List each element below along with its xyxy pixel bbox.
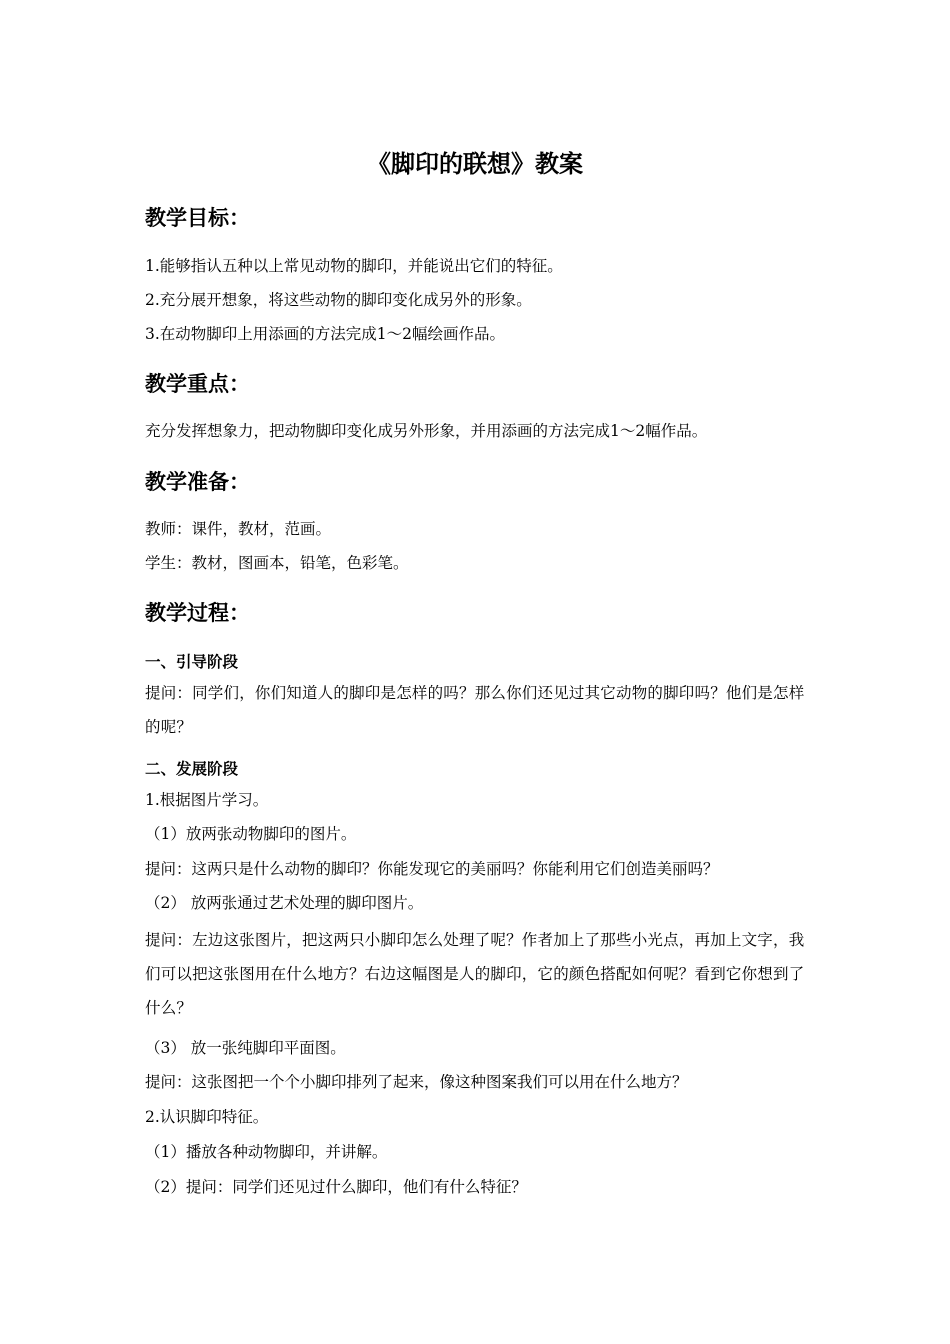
stage2-line-9: （2）提问：同学们还见过什么脚印，他们有什么特征？	[145, 1178, 527, 1196]
stage2-paragraph: 提问：左边这张图片，把这两只小脚印怎么处理了呢？作者加上了那些小光点，再加上文字，我们可以把这张图用在什么地方？右边这幅图是人的脚印，它的颜色搭配如何呢？看到它你想到了什么？	[145, 931, 805, 1017]
stage2-line-5: （3） 放一张纯脚印平面图。	[145, 1039, 346, 1057]
stage1-heading: 一、引导阶段	[145, 653, 239, 671]
goal-item-3: 3.在动物脚印上用添画的方法完成1～2幅绘画作品。	[145, 325, 506, 343]
focus-heading: 教学重点：	[145, 372, 250, 396]
process-heading: 教学过程：	[145, 601, 250, 625]
goal-item-1: 1.能够指认五种以上常见动物的脚印，并能说出它们的特征。	[145, 257, 563, 275]
stage2-line-8: （1）播放各种动物脚印，并讲解。	[145, 1143, 388, 1161]
focus-text: 充分发挥想象力，把动物脚印变化成另外形象，并用添画的方法完成1～2幅作品。	[145, 422, 708, 440]
stage2-line-3: 提问：这两只是什么动物的脚印？你能发现它的美丽吗？你能利用它们创造美丽吗？	[145, 860, 719, 878]
goals-heading: 教学目标：	[145, 206, 250, 230]
stage2-line-7: 2.认识脚印特征。	[145, 1108, 269, 1126]
prep-student: 学生：教材，图画本，铅笔，色彩笔。	[145, 554, 409, 572]
stage2-line-4: （2） 放两张通过艺术处理的脚印图片。	[145, 894, 424, 912]
stage2-line-6: 提问：这张图把一个个小脚印排列了起来，像这种图案我们可以用在什么地方？	[145, 1073, 688, 1091]
stage2-heading: 二、发展阶段	[145, 760, 239, 778]
stage1-text: 提问：同学们，你们知道人的脚印是怎样的吗？那么你们还见过其它动物的脚印吗？他们是怎样的呢？	[145, 684, 805, 736]
stage2-line-1: 1.根据图片学习。	[145, 791, 269, 809]
prep-heading: 教学准备：	[145, 470, 250, 494]
stage2-line-2: （1）放两张动物脚印的图片。	[145, 825, 357, 843]
page-title: 《脚印的联想》教案	[367, 150, 583, 178]
prep-teacher: 教师：课件，教材，范画。	[145, 520, 332, 538]
goal-item-2: 2.充分展开想象，将这些动物的脚印变化成另外的形象。	[145, 291, 532, 309]
